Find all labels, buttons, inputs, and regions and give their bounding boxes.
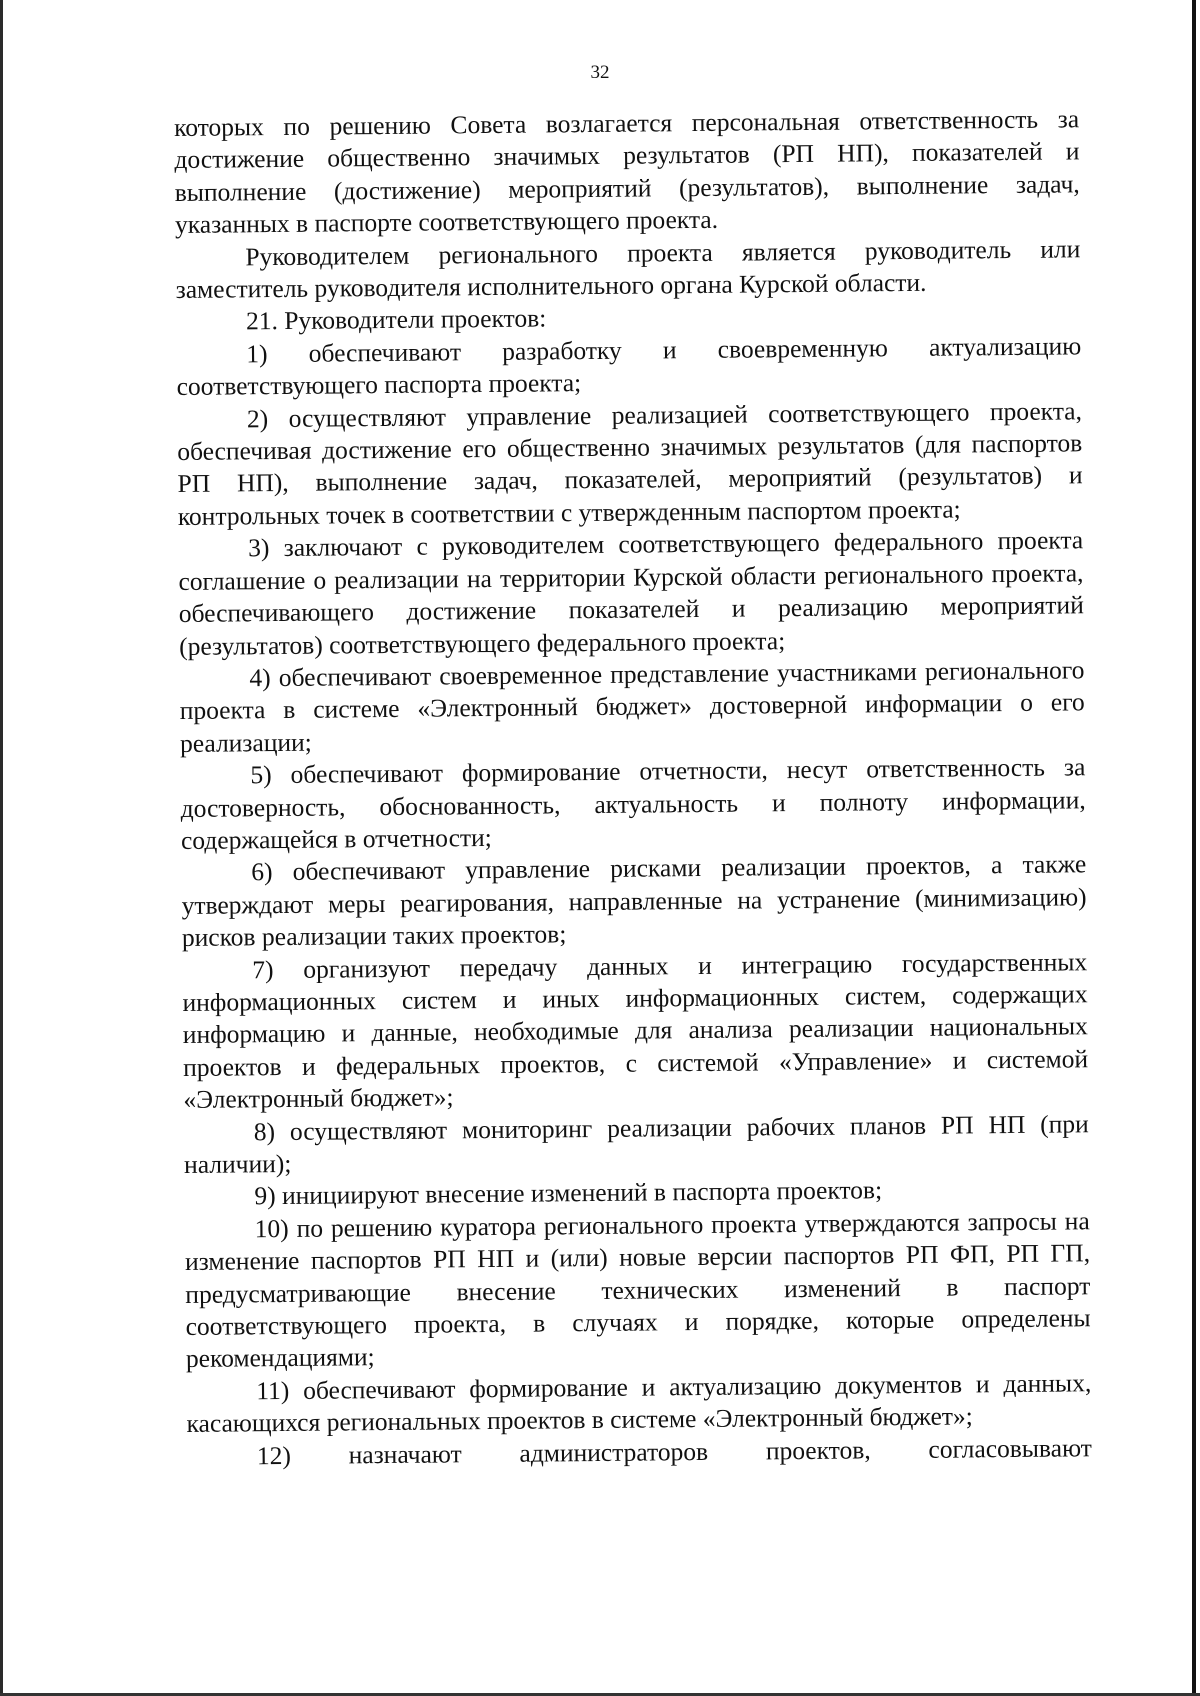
- list-item-7: 7) организуют передачу данных и интеграцию государственных информационных систем и иных информационных систем, содержащих информацию и данные, необходимые для анализа реализации национальных проектов и федеральных проектов, с системой «Управление» и системой «Электронный бюджет»;: [182, 946, 1089, 1115]
- list-item-11: 11) обеспечивают формирование и актуализацию документов и данных, касающихся региональных проектов в системе «Электронный бюджет»;: [186, 1368, 1092, 1439]
- list-item-2: 2) осуществляют управление реализацией соответствующего проекта, обеспечивая достижение его общественно значимых результатов (для паспортов РП НП), выполнение задач, показателей, мероприятий (результатов) и контрольных точек в соответствии с утвержденным паспортом проекта;: [177, 395, 1083, 531]
- scan-edge-left: [0, 0, 3, 1696]
- page-number: 32: [590, 62, 610, 83]
- list-item-10: 10) по решению куратора регионального проекта утверждаются запросы на изменение паспортов РП НП и (или) новые версии паспортов РП ФП, РП ГП, предусматривающие внесение технических изменений в паспорт соответствующего проекта, в случаях и порядке, которые определены рекомендациями;: [184, 1206, 1091, 1374]
- document-body: [174, 103, 1092, 1473]
- list-item-8: 8) осуществляют мониторинг реализации рабочих планов РП НП (при наличии);: [183, 1108, 1089, 1179]
- list-item-12: 12) назначают администраторов проектов, согласовывают: [256, 1432, 1093, 1470]
- scan-edge-right: [1192, 0, 1196, 1696]
- list-item-3: 3) заключают с руководителем соответствующего федерального проекта соглашение о реализации на территории Курской области регионального проекта, обеспечивающего достижение показателей и реализацию мероприятий (результатов) соответствующего федерального проекта;: [178, 525, 1084, 661]
- paragraph-continuation: которых по решению Совета возлагается персональная ответственность за достижение общественно значимых результатов (РП НП), показателей и выполнение (достижение) мероприятий (результатов), выполнение задач, указанных в паспорте соответствующего проекта.: [174, 104, 1080, 240]
- list-item-1: 1) обеспечивают разработку и своевременную актуализацию соответствующего паспорта проекта;: [176, 331, 1082, 402]
- list-item-6: 6) обеспечивают управление рисками реализации проектов, а также утверждают меры реагирования, направленные на устранение (минимизацию) рисков реализации таких проектов;: [181, 849, 1087, 953]
- section-21-heading: 21. Руководители проектов:: [245, 303, 547, 336]
- list-item-4: 4) обеспечивают своевременное представление участниками регионального проекта в системе «Электронный бюджет» достоверной информации о его реализации;: [179, 655, 1085, 758]
- list-item-9: 9) инициируют внесение изменений в паспорта проектов;: [254, 1175, 883, 1211]
- list-item-5: 5) обеспечивают формирование отчетности, несут ответственность за достоверность, обоснованность, актуальность и полноту информации, содержащейся в отчетности;: [180, 752, 1086, 855]
- paragraph-project-head: Руководителем регионального проекта является руководитель или заместитель руководителя исполнительного органа Курской области.: [175, 233, 1081, 305]
